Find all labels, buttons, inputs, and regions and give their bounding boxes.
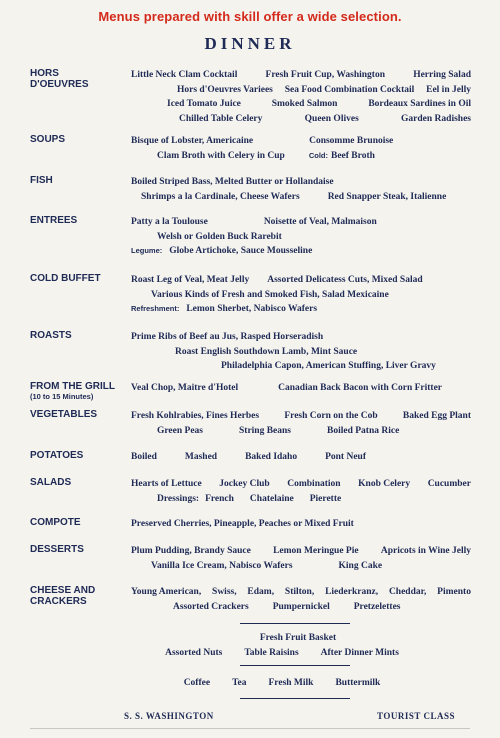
menu-item: Liederkranz, <box>325 587 379 597</box>
menu-item: Lemon Meringue Pie <box>273 546 359 556</box>
section-items <box>131 517 471 532</box>
menu-item: Bisque of Lobster, Americaine <box>131 136 254 146</box>
section-heading: ENTREES <box>30 215 78 226</box>
menu-row <box>131 450 471 465</box>
section-items <box>131 544 471 573</box>
menu-item: Smoked Salmon <box>271 99 338 109</box>
menu-item: Iced Tomato Juice <box>167 99 241 109</box>
menu-item: Prime Ribs of Beef au Jus, Rasped Horseradish <box>131 332 324 342</box>
section-heading: HORS D'OEUVRES <box>30 68 89 90</box>
menu-item: Consomme Brunoise <box>309 136 394 146</box>
divider <box>240 623 350 624</box>
menu-row <box>131 302 471 317</box>
section-heading: FISH <box>30 175 53 186</box>
menu-row <box>131 409 471 424</box>
divider <box>240 698 350 699</box>
menu-item: Herring Salad <box>413 70 471 80</box>
menu-item: Baked Egg Plant <box>402 411 471 421</box>
menu-item: Patty a la Toulouse <box>131 217 208 227</box>
menu-tagline: Menus prepared with skill offer a wide selection. <box>98 9 402 24</box>
menu-row <box>131 112 471 127</box>
menu-item: Swiss, <box>212 587 237 597</box>
menu-item: Mashed <box>184 452 218 462</box>
menu-row <box>131 175 471 190</box>
menu-item: Various Kinds of Fresh and Smoked Fish, Salad Mexicaine <box>151 289 389 300</box>
menu-item: Cheddar, <box>388 587 427 597</box>
menu-item: Fresh Corn on the Cob <box>284 411 378 421</box>
menu-row <box>131 359 471 374</box>
menu-row <box>131 559 471 574</box>
menu-item: Globe Artichoke, Sauce Mousseline <box>169 246 313 256</box>
menu-row <box>131 134 471 149</box>
menu-item: Assorted Crackers <box>173 601 249 612</box>
menu-label: Legume: <box>131 246 163 255</box>
menu-item: After Dinner Mints <box>320 647 399 658</box>
section-heading: SOUPS <box>30 134 66 145</box>
menu-item: Cucumber <box>427 479 471 489</box>
menu-item: Roast Leg of Veal, Meat Jelly <box>131 275 250 285</box>
ship-name: S. S. WASHINGTON <box>124 711 214 721</box>
menu-label: Cold: <box>308 150 328 160</box>
menu-item: Chilled Table Celery <box>179 113 263 124</box>
menu-item: Hors d'Oeuvres Variees <box>177 84 273 95</box>
menu-item: Pretzelettes <box>353 601 401 612</box>
menu-item: Little Neck Clam Cocktail <box>131 70 238 80</box>
beverages-row <box>0 676 500 690</box>
menu-row <box>131 517 471 532</box>
menu-item: Green Peas <box>157 425 203 436</box>
menu-item: Hearts of Lettuce <box>131 479 202 489</box>
menu-row <box>131 600 471 615</box>
section-items <box>131 273 471 317</box>
menu-item: Chatelaine <box>249 493 294 504</box>
menu-row <box>0 646 500 661</box>
section-items <box>131 409 471 438</box>
menu-row <box>131 244 471 259</box>
menu-item: Fresh Milk <box>268 678 314 688</box>
menu-item: Table Raisins <box>244 647 299 658</box>
menu-item: Young American, <box>131 587 202 597</box>
menu-item: Pont Neuf <box>325 452 366 462</box>
section-heading: SALADS <box>30 477 72 488</box>
menu-item: Baked Idaho <box>245 452 298 462</box>
menu-item: Eel in Jelly <box>426 84 471 95</box>
menu-row <box>131 345 471 360</box>
menu-row <box>131 424 471 439</box>
section-items <box>131 134 471 163</box>
menu-row <box>131 83 471 98</box>
menu-item: Tea <box>232 678 247 688</box>
menu-row <box>131 492 471 507</box>
menu-item: Assorted Delicatess Cuts, Mixed Salad <box>267 275 423 285</box>
menu-item: French <box>205 493 234 504</box>
section-heading: POTATOES <box>30 450 84 461</box>
menu-item: Boiled Patna Rice <box>327 425 400 436</box>
menu-item: Canadian Back Bacon with Corn Fritter <box>278 383 443 393</box>
class-name: TOURIST CLASS <box>377 711 455 721</box>
menu-item: Bordeaux Sardines in Oil <box>368 99 471 109</box>
divider <box>240 665 350 666</box>
section-heading: COLD BUFFET <box>30 273 101 284</box>
menu-item: String Beans <box>239 425 291 436</box>
menu-row <box>131 190 471 205</box>
menu-row <box>131 149 471 164</box>
menu-item: Roast English Southdown Lamb, Mint Sauce <box>175 346 358 357</box>
fruit-nuts-block <box>0 631 500 660</box>
menu-item <box>309 149 375 164</box>
menu-item: Queen Olives <box>304 113 359 124</box>
menu-row <box>0 676 500 690</box>
menu-item: Philadelphia Capon, American Stuffing, Liver Gravy <box>221 361 436 371</box>
menu-item: Fresh Kohlrabies, Fines Herbes <box>131 411 260 421</box>
section-items <box>131 68 471 126</box>
menu-item: Assorted Nuts <box>165 647 223 658</box>
menu-row <box>131 477 471 492</box>
menu-row <box>131 544 471 559</box>
section-items <box>131 330 471 374</box>
menu-item: Pumpernickel <box>272 601 330 612</box>
menu-item: Vanilla Ice Cream, Nabisco Wafers <box>151 560 293 571</box>
section-heading: CHEESE AND CRACKERS <box>30 585 96 607</box>
section-items <box>131 381 471 396</box>
section-heading: VEGETABLES <box>30 409 98 420</box>
menu-item: Stilton, <box>284 587 315 597</box>
menu-item: Clam Broth with Celery in Cup <box>157 150 285 161</box>
menu-item: Shrimps a la Cardinale, Cheese Wafers <box>141 191 300 202</box>
menu-item: Jockey Club <box>219 479 270 489</box>
section-items <box>131 477 471 506</box>
menu-item: Fresh Fruit Cup, Washington <box>265 70 385 80</box>
menu-item: Apricots in Wine Jelly <box>380 546 471 556</box>
menu-item-text: Beef Broth <box>331 150 375 161</box>
menu-row <box>131 273 471 288</box>
fruit-basket: Fresh Fruit Basket <box>259 633 337 643</box>
menu-item: Veal Chop, Maitre d'Hotel <box>131 383 239 393</box>
menu-item: Sea Food Combination Cocktail <box>284 84 415 95</box>
menu-item: Boiled Striped Bass, Melted Butter or Hollandaise <box>131 177 334 187</box>
menu-item: Pimento <box>437 587 471 597</box>
menu-label: Dressings: <box>157 493 200 504</box>
menu-item: King Cake <box>338 560 383 571</box>
menu-label: Refreshment: <box>131 304 180 313</box>
menu-item: Lemon Sherbet, Nabisco Wafers <box>186 304 318 314</box>
menu-row <box>131 97 471 112</box>
menu-item: Plum Pudding, Brandy Sauce <box>131 546 251 556</box>
menu-row <box>131 288 471 303</box>
menu-item: Boiled <box>131 452 157 462</box>
section-items <box>131 215 471 259</box>
menu-row <box>131 381 471 396</box>
menu-item: Preserved Cherries, Pineapple, Peaches or Mixed Fruit <box>131 519 354 529</box>
menu-item: Knob Celery <box>358 479 411 489</box>
bottom-border <box>30 728 470 729</box>
menu-item: Red Snapper Steak, Italienne <box>327 191 447 202</box>
menu-row <box>131 330 471 345</box>
menu-row <box>131 215 471 230</box>
menu-row <box>131 585 471 600</box>
menu-title: DINNER <box>204 34 296 53</box>
menu-item: Pierette <box>309 493 342 504</box>
menu-item: Buttermilk <box>335 678 381 688</box>
menu-item: Welsh or Golden Buck Rarebit <box>157 231 282 242</box>
section-heading: ROASTS <box>30 330 72 341</box>
menu-item: Edam, <box>247 587 275 597</box>
menu-item: Noisette of Veal, Malmaison <box>263 217 377 227</box>
menu-item: Combination <box>287 479 341 489</box>
section-items <box>131 450 471 465</box>
section-items <box>131 175 471 204</box>
section-items <box>131 585 471 614</box>
menu-row <box>131 230 471 245</box>
menu-item: Garden Radishes <box>401 113 471 124</box>
section-heading: FROM THE GRILL (10 to 15 Minutes) <box>30 381 115 401</box>
section-heading: DESSERTS <box>30 544 84 555</box>
menu-item: Coffee <box>183 678 211 688</box>
menu-row <box>131 68 471 83</box>
section-heading: COMPOTE <box>30 517 81 528</box>
